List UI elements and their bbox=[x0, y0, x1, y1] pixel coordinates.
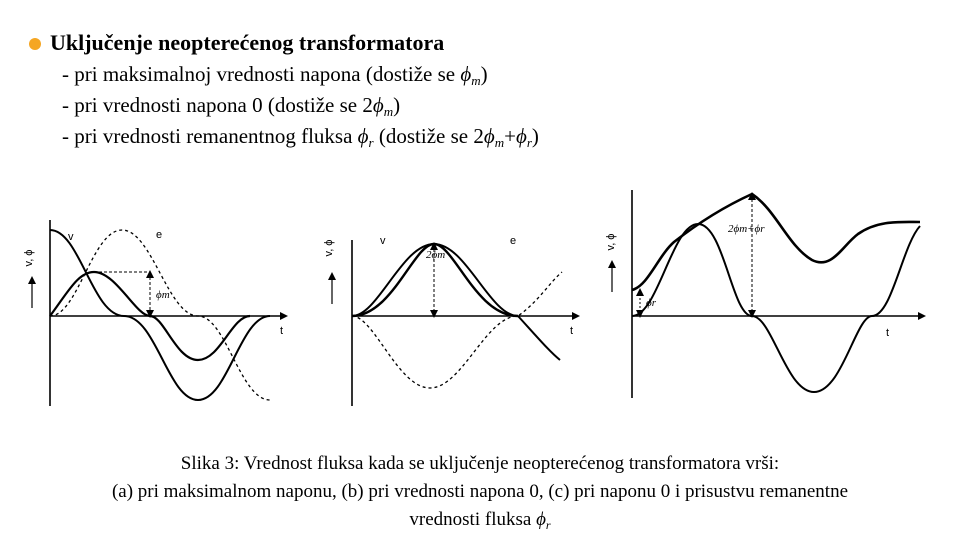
bullet-3-plus: + bbox=[504, 124, 516, 148]
figure-c-t-label: t bbox=[886, 327, 890, 339]
bullet-line-2 bbox=[62, 93, 400, 120]
figure-c-y-label: v, ϕ bbox=[605, 233, 617, 251]
figure-b-t-arrow bbox=[572, 312, 580, 320]
bullet-line-1 bbox=[62, 62, 488, 89]
caption-line-3 bbox=[40, 506, 920, 539]
caption-line-3-subscript: r bbox=[545, 518, 551, 532]
bullet-3-symbol-3: ϕ bbox=[515, 124, 527, 148]
figure-b-e-label: e bbox=[510, 235, 517, 247]
figure-b-v-label: v bbox=[380, 235, 386, 247]
figure-c-peak-label: 2ϕm+ϕr bbox=[728, 223, 765, 235]
figure-c-voltage-curve bbox=[632, 224, 920, 392]
caption-line-2: (a) pri maksimalnom naponu, (b) pri vrednosti napona 0, (c) pri naponu 0 i prisustvu remanentne bbox=[111, 481, 849, 502]
figure-b-y-arrow bbox=[328, 272, 336, 280]
bullet-3-text: - pri vrednosti remanentnog fluksa bbox=[62, 124, 358, 148]
figure-b-2phim-label: 2ϕm bbox=[426, 249, 446, 261]
figure-c-t-arrow bbox=[918, 312, 926, 320]
figure-c-phir-label: ϕr bbox=[646, 297, 656, 309]
figure-a-y-label: v, ϕ bbox=[23, 249, 35, 267]
bullet-1-subscript: m bbox=[471, 73, 481, 88]
caption-line-1: Slika 3: Vrednost fluksa kada se uključenje neopterećenog transformatora vrši: bbox=[180, 453, 780, 474]
figure-a-e-label: e bbox=[156, 229, 163, 241]
bullet-1-suffix: ) bbox=[480, 62, 488, 86]
bullet-2-subscript: m bbox=[383, 104, 394, 119]
figure-c bbox=[602, 186, 940, 400]
bullet-2-suffix: ) bbox=[393, 93, 401, 117]
slide-heading: Uključenje neopterećenog transformatora bbox=[50, 30, 445, 55]
bullet-3-subscript-2: m bbox=[494, 135, 505, 150]
bullet-3-subscript: r bbox=[368, 135, 374, 150]
caption-line-3-symbol: ϕ bbox=[536, 509, 546, 530]
bullet-3-suffix: ) bbox=[531, 124, 539, 148]
figure-a-plot bbox=[18, 212, 300, 408]
figure-b-y-label: v, ϕ bbox=[323, 239, 335, 257]
caption-line-3-text: vrednosti fluksa bbox=[409, 509, 537, 530]
bullet-2-text: - pri vrednosti napona 0 (dostiže se 2 bbox=[62, 93, 373, 117]
figure-a bbox=[18, 212, 300, 408]
figure-a-dim-arrow-up bbox=[146, 270, 154, 278]
bullet-3-mid: (dostiže se 2 bbox=[373, 124, 484, 148]
figure-c-y-arrow bbox=[608, 260, 616, 268]
figure-a-phim-label: ϕm bbox=[156, 289, 170, 301]
bullet-3-symbol-2: ϕ bbox=[483, 124, 495, 148]
figure-c-flux-curve bbox=[632, 194, 920, 290]
figure-b-dim-arrow-down bbox=[430, 310, 438, 318]
bullet-dot bbox=[29, 38, 41, 50]
figure-a-v-label: v bbox=[68, 231, 74, 243]
figure-a-t-arrow bbox=[280, 312, 288, 320]
figure-b-voltage-tail bbox=[518, 316, 560, 360]
figure-a-y-arrow bbox=[28, 276, 36, 284]
bullet-1-text: - pri maksimalnoj vrednosti napona (dostiže se bbox=[62, 62, 461, 86]
bullet-line-3 bbox=[62, 124, 539, 151]
bullet-3-symbol: ϕ bbox=[357, 124, 369, 148]
bullet-2-symbol: ϕ bbox=[372, 93, 384, 117]
bullet-3-subscript-3: r bbox=[526, 135, 532, 150]
figure-caption bbox=[40, 450, 920, 539]
figure-c-plot bbox=[602, 186, 940, 400]
figure-b bbox=[318, 212, 600, 408]
figure-b-t-label: t bbox=[570, 325, 574, 337]
figure-a-emf-curve bbox=[50, 230, 270, 400]
figure-a-voltage-curve bbox=[50, 230, 270, 400]
figure-a-t-label: t bbox=[280, 325, 284, 337]
bullet-1-symbol: ϕ bbox=[460, 62, 472, 86]
figure-b-plot bbox=[318, 212, 600, 408]
